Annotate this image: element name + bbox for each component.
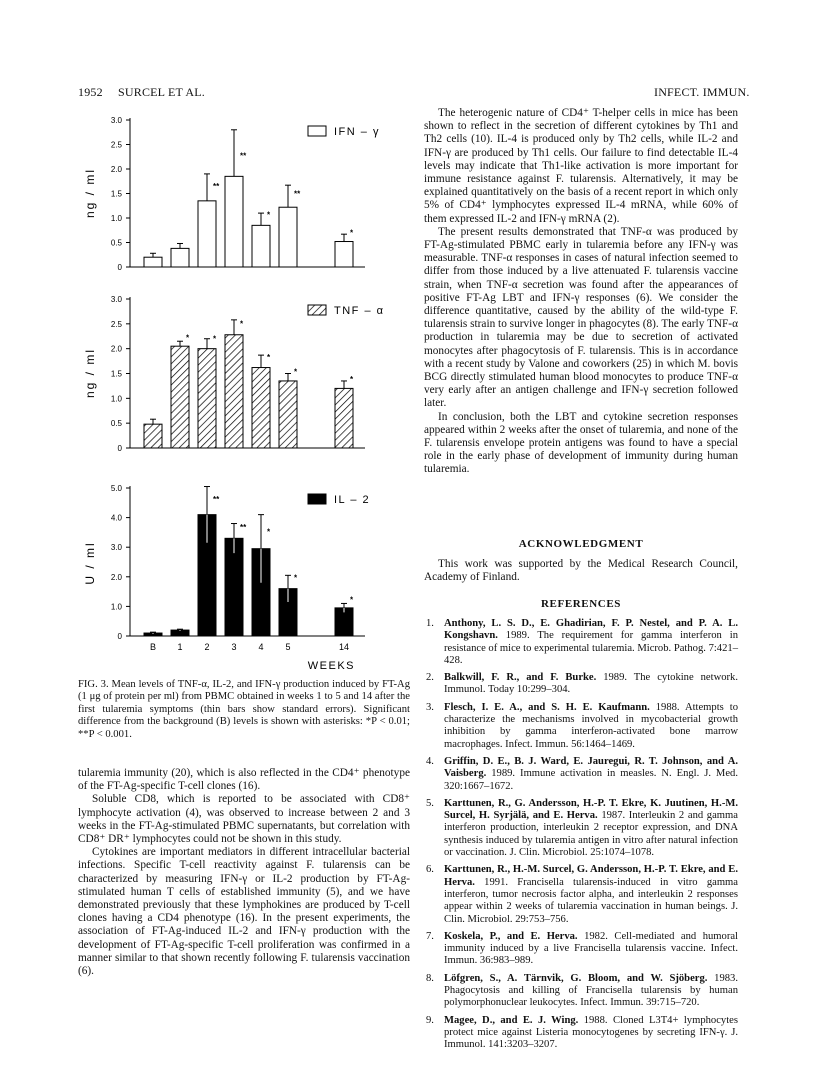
references-heading: REFERENCES bbox=[541, 598, 621, 610]
legend-swatch bbox=[308, 305, 326, 315]
paragraph: This work was supported by the Medical Research Council, Academy of Finland. bbox=[424, 558, 738, 584]
reference-text: 1987. Interleukin 2 and gamma interferon production, interleukin 2 receptor expression, and DNA synthesis induced by tularemia antigen in vitro after natural infection or vaccination. J. Clin. Microbiol. 25:1074–1078. bbox=[444, 810, 738, 859]
legend-swatch bbox=[308, 126, 326, 136]
reference-item bbox=[424, 618, 738, 667]
y-tick-label: 1.5 bbox=[110, 189, 122, 199]
legend-label: IL – 2 bbox=[334, 494, 371, 506]
significance-marker: * bbox=[186, 333, 190, 343]
bar-4 bbox=[252, 368, 270, 448]
right-column-text bbox=[424, 107, 738, 477]
paragraph: Cytokines are important mediators in different intracellular bacterial infections. Specific T-cell reactivity against F. tularensis can be characterized by measuring IFN-γ or IL-2 production by FT-Ag-stimulated human T cells of established immunity (5), and we have demonstrated previously that these lymphokines are produced by T-cell clones having a CD4 phenotype (16). In the present experiments, the association of FT-Ag-induced IL-2 and IFN-γ production with the development of FT-Ag-specific T-cell proliferation was confirmed in a manner similar to that shown recently following F. tularensis vaccination (6). bbox=[78, 846, 410, 978]
reference-text: 1989. The cytokine network. Immunol. Today 10:299–304. bbox=[444, 672, 738, 696]
significance-marker: * bbox=[267, 352, 271, 362]
y-tick-label: 2.5 bbox=[110, 319, 122, 329]
y-tick-label: 5.0 bbox=[110, 484, 122, 493]
bar-3 bbox=[225, 335, 243, 448]
significance-marker: ** bbox=[213, 495, 220, 505]
acknowledgment-text bbox=[424, 558, 738, 584]
bar-5 bbox=[279, 207, 297, 267]
reference-item bbox=[424, 1015, 738, 1052]
reference-number: 5. bbox=[426, 797, 434, 809]
significance-marker: * bbox=[267, 527, 271, 537]
y-tick-label: 2.5 bbox=[110, 140, 122, 150]
reference-number: 9. bbox=[426, 1014, 434, 1026]
x-tick-label: 2 bbox=[204, 642, 210, 652]
reference-item bbox=[424, 864, 738, 925]
reference-text: 1988. Cloned L3T4+ lymphocytes protect mice against Listeria monocytogenes by secreting IFN-γ. J. Immunol. 141:3203–3207. bbox=[444, 1014, 738, 1051]
y-tick-label: 1.0 bbox=[110, 394, 122, 404]
bar-14 bbox=[335, 388, 353, 448]
y-tick-label: 1.5 bbox=[110, 369, 122, 379]
chart-panel-2 bbox=[83, 295, 384, 453]
significance-marker: * bbox=[350, 228, 354, 238]
reference-item bbox=[424, 798, 738, 859]
significance-marker: * bbox=[294, 367, 298, 377]
y-tick-label: 2.0 bbox=[110, 165, 122, 174]
y-tick-label: 0.5 bbox=[110, 238, 122, 248]
reference-item bbox=[424, 756, 738, 793]
reference-authors: Anthony, L. S. D., E. Ghadirian, F. P. Nestel, and P. A. L. Kongshavn. bbox=[444, 618, 738, 642]
reference-authors: Karttunen, R., H.-M. Surcel, G. Andersson, H.-P. T. Ekre, and E. Herva. bbox=[444, 864, 738, 888]
reference-text: 1989. Immune activation in measles. N. Engl. J. Med. 320:1667–1672. bbox=[444, 768, 738, 792]
paragraph: Soluble CD8, which is reported to be associated with CD8⁺ lymphocyte activation (4), was observed to increase between 2 and 3 weeks in the FT-Ag-stimulated PBMC supernatants, but correlation with CD8⁺ DR⁺ lymphocytes could not be shown in this study. bbox=[78, 793, 410, 846]
bar-4 bbox=[252, 225, 270, 267]
x-tick-label: 1 bbox=[177, 642, 183, 652]
significance-marker: ** bbox=[240, 522, 247, 532]
reference-number: 8. bbox=[426, 972, 434, 984]
reference-number: 1. bbox=[426, 618, 434, 629]
journal-name: INFECT. IMMUN. bbox=[654, 85, 750, 99]
significance-marker: ** bbox=[294, 189, 301, 199]
paragraph: tularemia immunity (20), which is also reflected in the CD4⁺ phenotype of the FT-Ag-specific T-cell clones (16). bbox=[78, 767, 410, 793]
bar-B bbox=[144, 424, 162, 448]
significance-marker: * bbox=[240, 319, 244, 329]
reference-list bbox=[424, 618, 738, 1057]
y-tick-label: 2.0 bbox=[110, 572, 122, 582]
bar-2 bbox=[198, 349, 216, 448]
x-axis-label: WEEKS bbox=[307, 660, 355, 672]
reference-authors: Karttunen, R., G. Andersson, H.-P. T. Ekre, K. Juutinen, H.-M. Surcel, H. Syrjälä, and E. Herva. bbox=[444, 797, 738, 822]
paragraph: The present results demonstrated that TNF-α was produced by FT-Ag-stimulated PBMC early in tularemia before any IFN-γ was measurable. TNF-α responses in cases of natural infection seemed to differ from those induced by a live attenuated F. tularensis vaccine strain, when TNF-α secretion was found after the appearances of positive FT-Ag LBT and IFN-γ responses (6). We consider the difference quantitative, caused by the ability of the wild-type F. tularensis strain to survive longer in phagocytes (8). The early TNF-α production in tularemia may be due to secretion of activated monocytes after phagocytosis of F. tularensis. This is in accordance with a recent study by Valone and coworkers (25) in which M. bovis BCG directly stimulated human blood monocytes to produce TNF-α very early after an antigen challenge and IFN-γ secretion followed later. bbox=[424, 225, 738, 410]
reference-item bbox=[424, 672, 738, 697]
reference-number: 2. bbox=[426, 672, 434, 684]
significance-marker: ** bbox=[213, 181, 220, 191]
y-tick-label: 0.5 bbox=[110, 419, 122, 429]
reference-number: 3. bbox=[426, 701, 434, 713]
reference-item bbox=[424, 702, 738, 751]
bar-1 bbox=[171, 346, 189, 448]
y-axis-label: ng / ml bbox=[83, 167, 97, 219]
legend-label: IFN – γ bbox=[334, 126, 380, 138]
left-column-text bbox=[78, 767, 410, 978]
y-tick-label: 3.0 bbox=[110, 295, 122, 304]
y-tick-label: 0 bbox=[117, 263, 122, 272]
page-number: 1952 bbox=[78, 85, 103, 99]
figure-caption: FIG. 3. Mean levels of TNF-α, IL-2, and IFN-γ production induced by FT-Ag (1 μg of protein per ml) from PBMC obtained in weeks 1 to 5 and 14 after the first tularemia symptoms (thin bars show standard errors). Significant difference from the background (B) levels is shown with asterisks: *P < 0.01; **P < 0.001. bbox=[78, 679, 410, 740]
acknowledgment-heading: ACKNOWLEDGMENT bbox=[518, 538, 644, 550]
y-tick-label: 3.0 bbox=[110, 543, 122, 553]
y-tick-label: 0 bbox=[117, 632, 122, 641]
reference-authors: Griffin, D. E., B. J. Ward, E. Jauregui, R. T. Johnson, and A. Vaisberg. bbox=[444, 755, 738, 780]
reference-authors: Löfgren, S., A. Tärnvik, G. Bloom, and W. Sjöberg. bbox=[444, 972, 708, 984]
reference-number: 4. bbox=[426, 755, 434, 767]
chart-panel-1 bbox=[83, 116, 380, 272]
paragraph: The heterogenic nature of CD4⁺ T-helper cells in mice has been shown to reflect in the secretion of different cytokines by Th1 and Th2 cells (10). IL-4 is produced only by Th2 cells, while IL-2 and IFN-γ are produced by Th1 cells. Our failure to find detectable IL-4 levels may indicate that Th1-like activation is more important for immune resistance against F. tularensis. Alternatively, it may be explained quantitatively on the basis of a recent report in which only 5% of CD4⁺ lymphocytes expressed IL-4 mRNA, while 60% of them expressed IL-2 and IFN-γ mRNA (2). bbox=[424, 107, 738, 225]
x-tick-label: B bbox=[149, 642, 157, 652]
x-tick-label: 4 bbox=[258, 642, 264, 652]
x-tick-label: 5 bbox=[285, 642, 291, 652]
reference-authors: Koskela, P., and E. Herva. bbox=[444, 930, 578, 942]
reference-text: 1983. Phagocytosis and killing of Francisella tularensis by human polymorphonuclear leukocytes. Infect. Immun. 39:715–720. bbox=[444, 972, 739, 1009]
bar-3 bbox=[225, 176, 243, 267]
running-authors: SURCEL ET AL. bbox=[118, 85, 205, 99]
legend-swatch bbox=[308, 494, 326, 504]
significance-marker: * bbox=[294, 573, 298, 583]
y-tick-label: 1.0 bbox=[110, 602, 122, 612]
reference-text: 1988. Attempts to characterize the mechanisms involved in mycobacterial growth inhibition by gamma interferon-activated bone marrow macrophages. Infect. Immun. 56:1464–1469. bbox=[444, 701, 738, 750]
y-tick-label: 2.0 bbox=[110, 344, 122, 354]
legend-label: TNF – α bbox=[334, 305, 385, 317]
reference-number: 7. bbox=[426, 930, 434, 942]
bar-1 bbox=[171, 248, 189, 267]
bar-B bbox=[144, 257, 162, 267]
paragraph: In conclusion, both the LBT and cytokine secretion responses appeared within 2 weeks after the onset of tularemia, and none of the F. tularensis envelope protein antigens was found to have a special role in the early phase of development of immunity during human tularemia. bbox=[424, 410, 738, 476]
reference-authors: Magee, D., and E. J. Wing. bbox=[444, 1014, 579, 1026]
significance-marker: * bbox=[350, 595, 354, 605]
chart-panel-3 bbox=[83, 484, 370, 672]
reference-text: 1991. Francisella tularensis-induced in vitro gamma interferon, tumor necrosis factor alpha, and interleukin 2 responses appear within 2 weeks of tularemia vaccination in human beings. J. Clin. Microbiol. 29:753–756. bbox=[444, 876, 738, 925]
reference-item bbox=[424, 973, 738, 1010]
y-axis-label: U / ml bbox=[83, 541, 97, 585]
y-tick-label: 3.0 bbox=[110, 116, 122, 125]
reference-item bbox=[424, 931, 738, 968]
significance-marker: * bbox=[350, 375, 354, 385]
y-axis-label: ng / ml bbox=[83, 347, 97, 399]
bar-14 bbox=[335, 242, 353, 267]
reference-text: 1989. The requirement for gamma interferon in resistance of mice to experimental tularemia. Microb. Pathog. 7:421–428. bbox=[444, 630, 738, 666]
x-tick-label: 3 bbox=[231, 642, 237, 652]
reference-authors: Balkwill, F. R., and F. Burke. bbox=[444, 672, 597, 684]
significance-marker: ** bbox=[240, 151, 247, 161]
y-tick-label: 4.0 bbox=[110, 513, 122, 523]
bar-5 bbox=[279, 381, 297, 448]
reference-text: 1982. Cell-mediated and humoral immunity induced by a live Francisella tularensis vaccine. Infect. Immun. 36:983–989. bbox=[444, 930, 738, 967]
significance-marker: * bbox=[267, 210, 271, 220]
reference-authors: Flesch, I. E. A., and S. H. E. Kaufmann. bbox=[444, 701, 650, 713]
y-tick-label: 1.0 bbox=[110, 214, 122, 223]
y-tick-label: 0 bbox=[117, 444, 122, 453]
x-tick-label: 14 bbox=[338, 642, 350, 652]
bar-2 bbox=[198, 201, 216, 267]
figure-3-charts bbox=[80, 108, 410, 678]
reference-number: 6. bbox=[426, 864, 434, 876]
significance-marker: * bbox=[213, 334, 217, 344]
